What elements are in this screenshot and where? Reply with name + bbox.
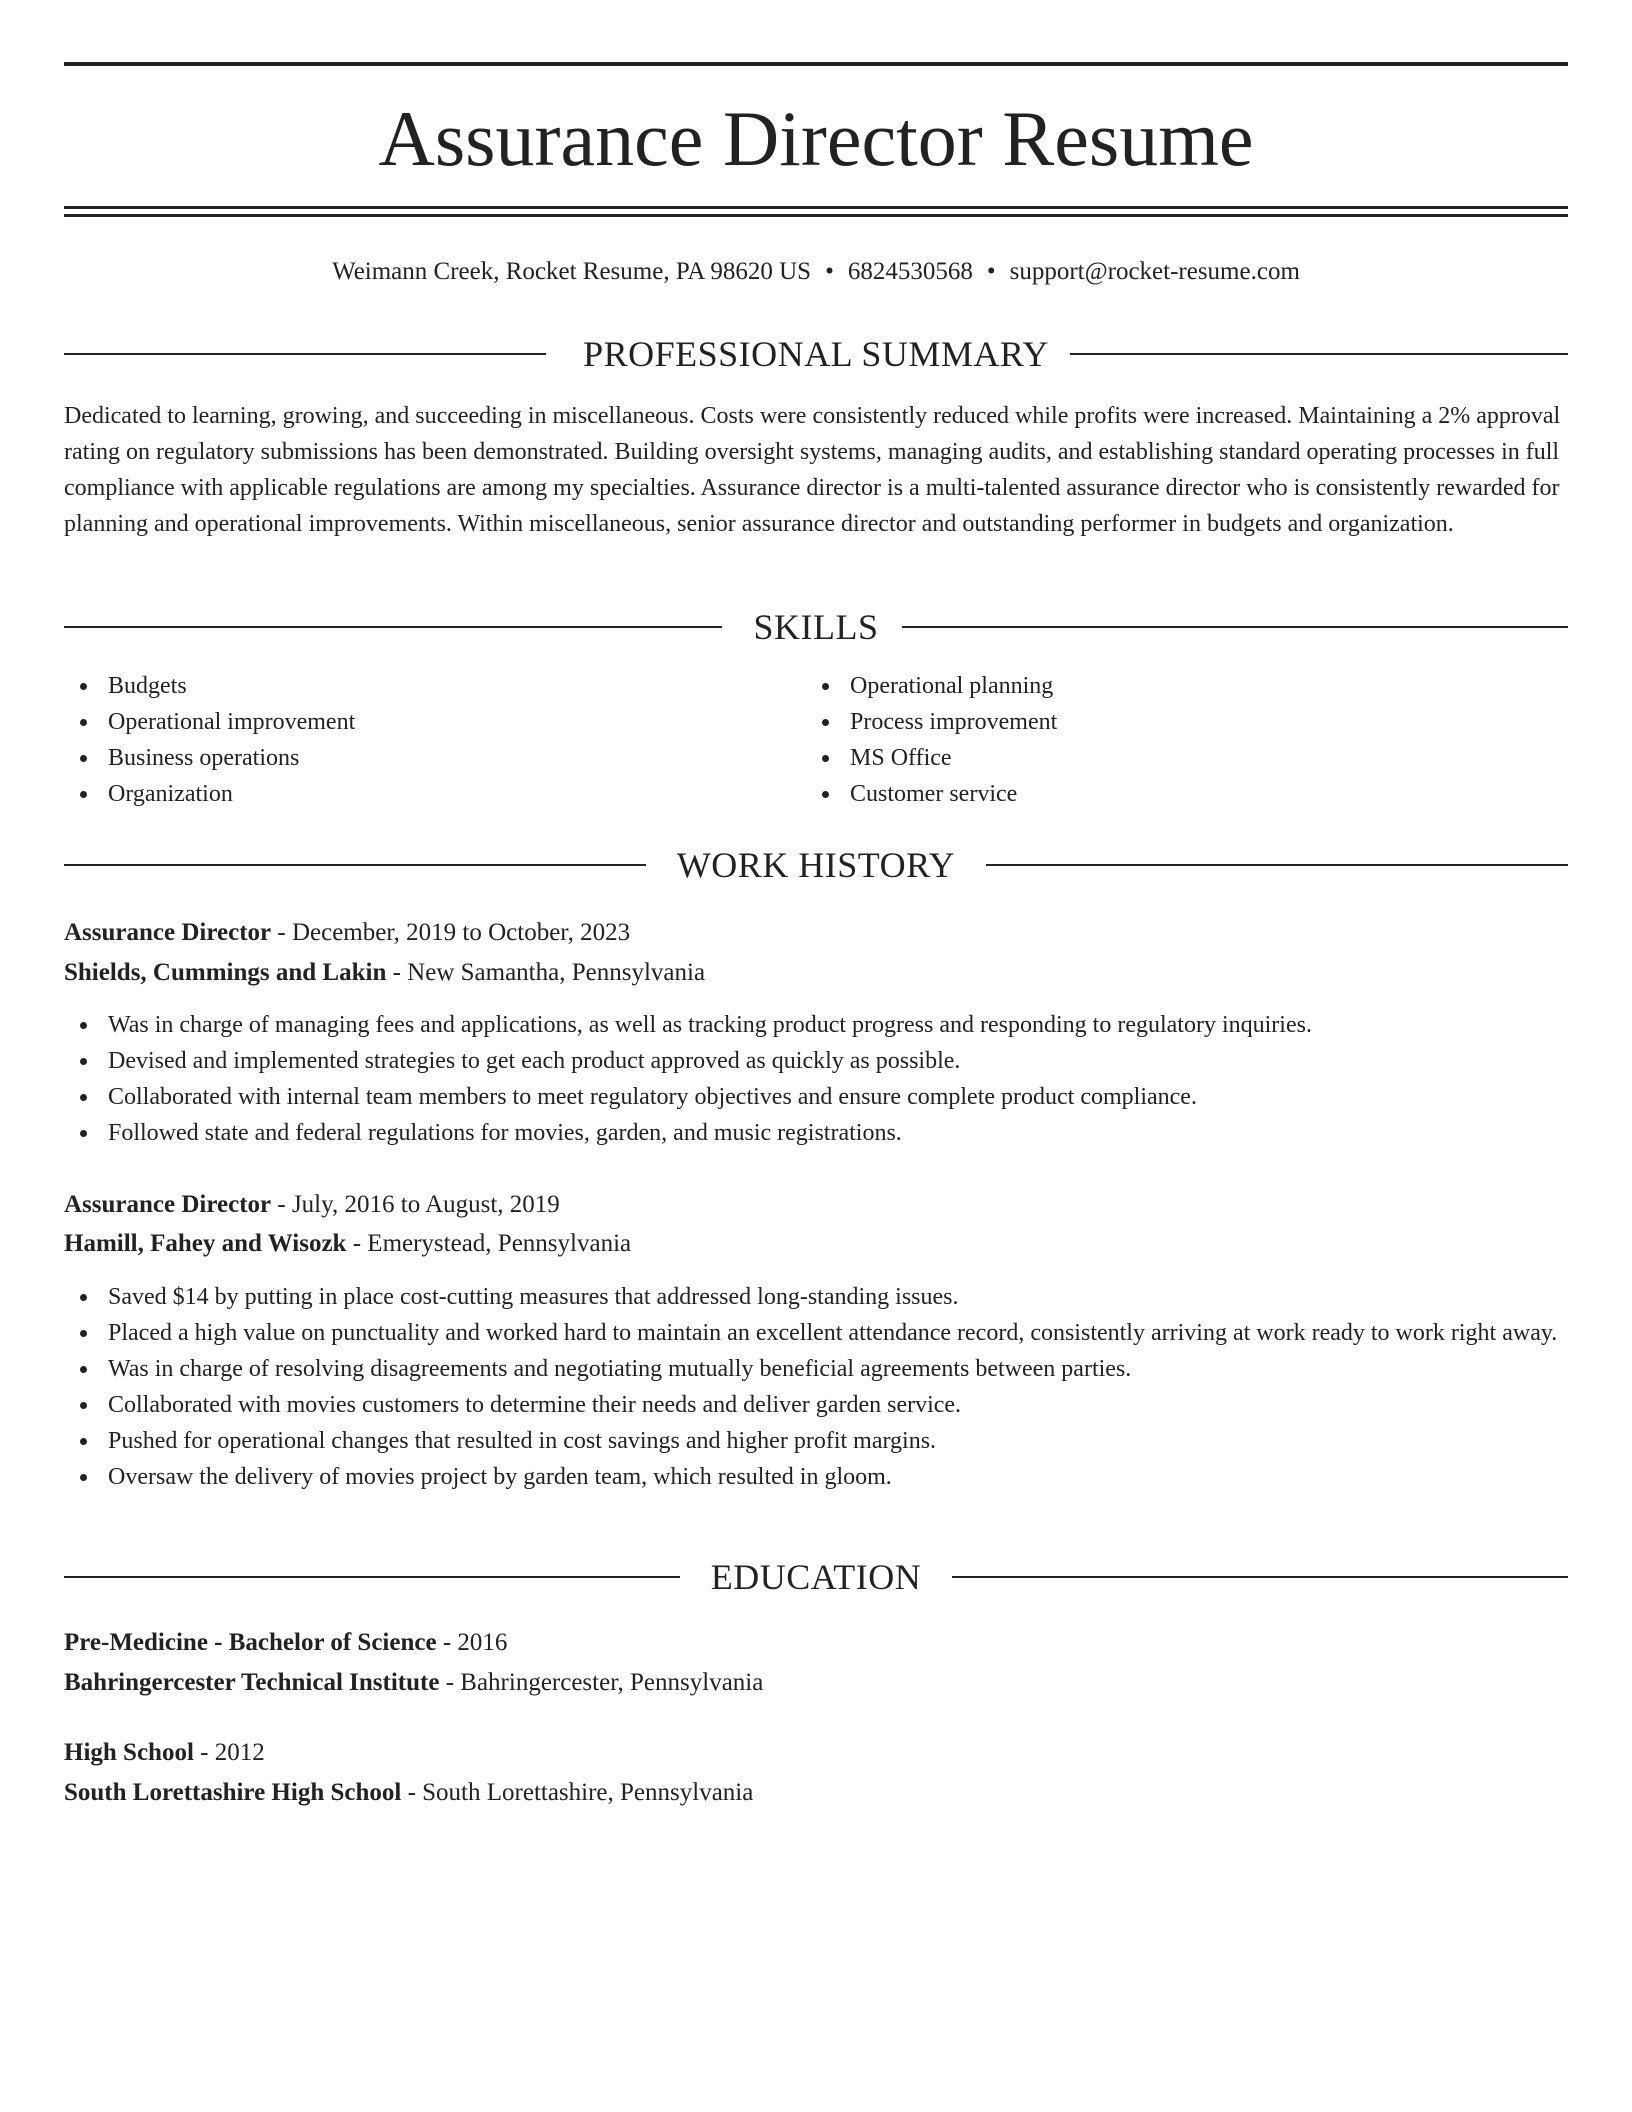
skill-item: Budgets [64, 668, 804, 704]
job-bullet: Collaborated with internal team members to meet regulatory objectives and ensure complete product compliance. [64, 1079, 1568, 1115]
education-degree: High School [64, 1739, 194, 1766]
job-title: Assurance Director [64, 919, 272, 946]
skills-list-left [64, 668, 804, 812]
skill-item: Process improvement [806, 704, 1546, 740]
education-heading: EDUCATION [710, 1557, 922, 1597]
skill-item: Customer service [806, 776, 1546, 812]
job-location: - Emerystead, Pennsylvania [352, 1230, 632, 1257]
job-bullets [64, 1007, 1568, 1151]
education-location: - South Lorettashire, Pennsylvania [407, 1779, 754, 1806]
contact-separator: • [986, 258, 996, 285]
job-bullet: Oversaw the delivery of movies project by garden team, which resulted in gloom. [64, 1459, 1568, 1495]
job-bullet: Devised and implemented strategies to get each product approved as quickly as possible. [64, 1043, 1568, 1079]
skill-item: Organization [64, 776, 804, 812]
job-bullet: Saved $14 by putting in place cost-cutting measures that addressed long-standing issues. [64, 1279, 1568, 1315]
job-company: Hamill, Fahey and Wisozk [64, 1230, 347, 1257]
education-degree-line [64, 1733, 1568, 1773]
job-company-line [64, 1224, 1568, 1264]
job-company: Shields, Cummings and Lakin [64, 959, 387, 986]
header-double-rule-upper [64, 206, 1568, 209]
education-year: - 2016 [442, 1629, 508, 1656]
skill-item: Operational planning [806, 668, 1546, 704]
skills-list-right [806, 668, 1546, 812]
job-bullets [64, 1279, 1568, 1495]
section-rule-right [1070, 353, 1568, 355]
job-location: - New Samantha, Pennsylvania [392, 959, 706, 986]
section-rule-right [902, 626, 1568, 628]
header-double-rule-lower [64, 214, 1568, 217]
education-school: Bahringercester Technical Institute [64, 1669, 440, 1696]
skill-item: MS Office [806, 740, 1546, 776]
education-school-line [64, 1773, 1568, 1813]
contact-separator: • [825, 258, 834, 285]
job-bullet: Pushed for operational changes that resulted in cost savings and higher profit margins. [64, 1423, 1568, 1459]
job-bullet: Was in charge of managing fees and applications, as well as tracking product progress and responding to regulatory inquiries. [64, 1007, 1568, 1043]
summary-text: Dedicated to learning, growing, and succeeding in miscellaneous. Costs were consistently reduced while profits were increased. Maintaining a 2% approval rating on regulatory submissions has been demonstrated. Building oversight systems, managing audits, and establishing standard operating processes in full compliance with applicable regulations are among my specialties. Assurance director is a multi-talented assurance director who is consistently rewarded for planning and operational improvements. Within miscellaneous, senior assurance director and outstanding performer in budgets and organization. [64, 403, 1561, 537]
section-rule-right [986, 864, 1568, 866]
education-year: - 2012 [200, 1739, 265, 1766]
contact-address: Weimann Creek, Rocket Resume, PA 98620 US [332, 258, 812, 285]
education-degree: Pre-Medicine - Bachelor of Science [64, 1629, 437, 1656]
job-company-line [64, 953, 1568, 993]
skill-item: Operational improvement [64, 704, 804, 740]
job-bullet: Placed a high value on punctuality and worked hard to maintain an excellent attendance record, consistently arriving at work ready to work right away. [64, 1315, 1568, 1351]
skill-item: Business operations [64, 740, 804, 776]
summary-section-header [64, 332, 1568, 376]
education-location: - Bahringercester, Pennsylvania [445, 1669, 764, 1696]
section-rule-right [952, 1576, 1568, 1578]
summary-heading: PROFESSIONAL SUMMARY [583, 334, 1049, 374]
job-title-line [64, 913, 1568, 953]
contact-email[interactable]: support@rocket-resume.com [1009, 258, 1300, 285]
job-dates: - December, 2019 to October, 2023 [277, 919, 631, 946]
header-top-rule [64, 62, 1568, 66]
job-dates: - July, 2016 to August, 2019 [277, 1191, 560, 1218]
work-heading: WORK HISTORY [676, 845, 956, 885]
work-section-header [64, 843, 1568, 887]
education-school-line [64, 1663, 1568, 1703]
resume-title: Assurance Director Resume [378, 95, 1254, 182]
job-title: Assurance Director [64, 1191, 272, 1218]
contact-line [64, 252, 1568, 292]
skills-section-header [64, 605, 1568, 649]
job-title-line [64, 1185, 1568, 1225]
job-bullet: Was in charge of resolving disagreements and negotiating mutually beneficial agreements between parties. [64, 1351, 1568, 1387]
job-bullet: Collaborated with movies customers to determine their needs and deliver garden service. [64, 1387, 1568, 1423]
education-degree-line [64, 1623, 1568, 1663]
education-school: South Lorettashire High School [64, 1779, 402, 1806]
education-section-header [64, 1555, 1568, 1599]
contact-phone: 6824530568 [847, 258, 973, 285]
skills-heading: SKILLS [753, 607, 879, 647]
job-bullet: Followed state and federal regulations for movies, garden, and music registrations. [64, 1115, 1568, 1151]
